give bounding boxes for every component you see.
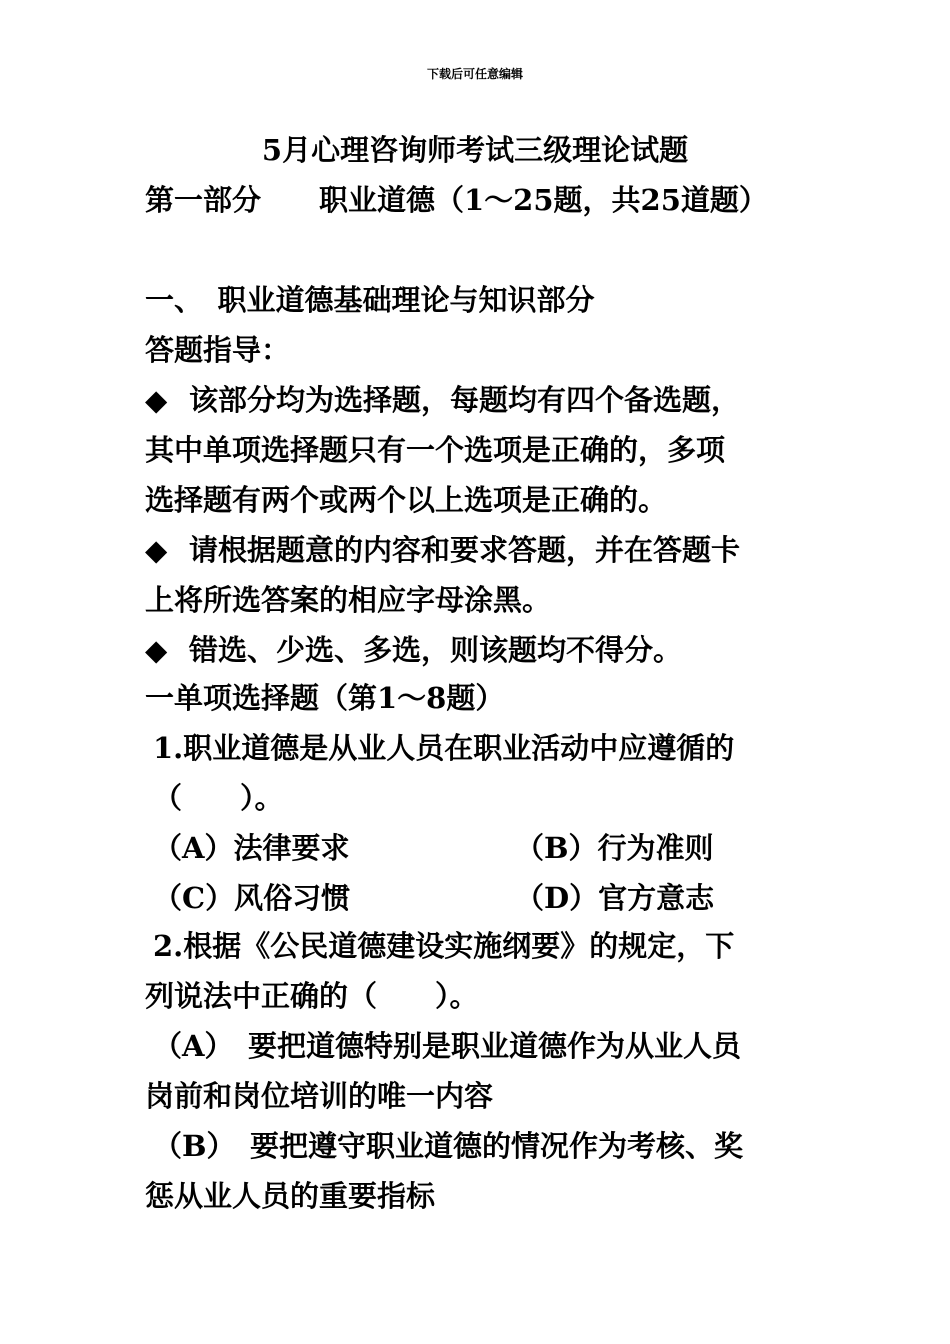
- instruction-text: 选择题有两个或两个以上选项是正确的。: [145, 483, 668, 517]
- option-c: （C）风俗习惯: [153, 881, 351, 915]
- diamond-bullet-icon: ◆: [145, 383, 168, 417]
- instruction-bullet-1: [145, 382, 825, 418]
- header-note: 下载后可任意编辑: [426, 67, 523, 81]
- instruction-text: 该部分均为选择题，每题均有四个备选题，: [189, 383, 741, 417]
- instruction-text: 错选、少选、多选，则该题均不得分。: [189, 633, 683, 667]
- question-1-options-row-1: [145, 830, 833, 866]
- part-heading: 第一部分 职业道德（1～25题，共25道题）: [145, 183, 768, 217]
- option-a: （A）法律要求: [153, 831, 350, 865]
- diamond-bullet-icon: ◆: [145, 633, 168, 667]
- option-b: （B）行为准则: [515, 831, 714, 865]
- single-choice-heading: 一单项选择题（第1～8题）: [145, 681, 505, 715]
- instruction-bullet-2: [145, 532, 825, 568]
- question-2-stem: 2.根据《公民道德建设实施纲要》的规定，下: [153, 929, 735, 963]
- document-title: 5月心理咨询师考试三级理论试题: [261, 133, 689, 167]
- question-2-option-a-cont: 岗前和岗位培训的唯一内容: [145, 1079, 494, 1113]
- question-2-option-b: （B） 要把遵守职业道德的情况作为考核、奖: [153, 1129, 744, 1163]
- instruction-bullet-3: [145, 632, 825, 668]
- diamond-bullet-icon: ◆: [145, 533, 168, 567]
- section-heading: 一、 职业道德基础理论与知识部分: [145, 283, 595, 317]
- question-2-option-b-cont: 惩从业人员的重要指标: [145, 1179, 436, 1213]
- question-2-stem-cont: 列说法中正确的（ ）。: [145, 979, 479, 1013]
- instruction-text: 请根据题意的内容和要求答题，并在答题卡: [189, 533, 741, 567]
- instruction-text: 上将所选答案的相应字母涂黑。: [145, 583, 552, 617]
- question-2-option-a: （A） 要把道德特别是职业道德作为从业人员: [153, 1029, 742, 1063]
- question-1-stem-cont: （ ）。: [153, 781, 284, 815]
- question-1-stem: 1.职业道德是从业人员在职业活动中应遵循的: [153, 731, 735, 765]
- instructions-label: 答题指导：: [145, 333, 291, 367]
- option-d: （D）官方意志: [515, 881, 715, 915]
- instruction-text: 其中单项选择题只有一个选项是正确的，多项: [145, 433, 726, 467]
- question-1-options-row-2: [145, 880, 833, 916]
